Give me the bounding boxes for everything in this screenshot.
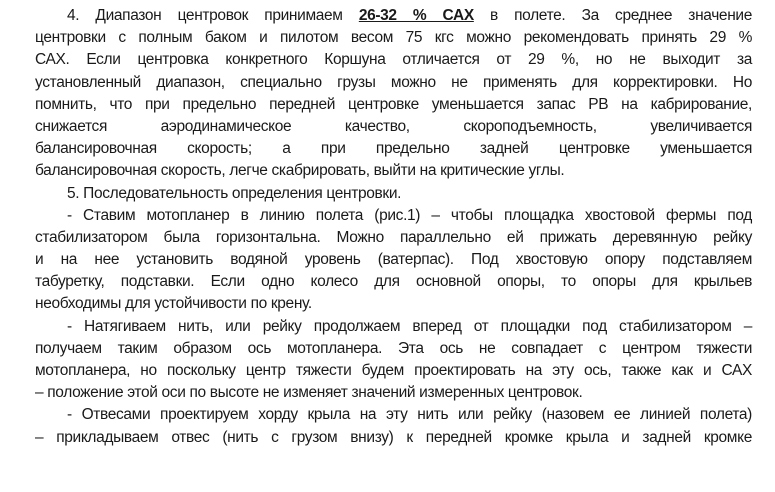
step-3-line: – прикладываем отвес (нить с грузом внизу) к передней кромке крыла и задней кромке (35, 428, 752, 446)
step-2-line: – положение этой оси по высоте не изменяет значений измеренных центровок. (35, 384, 583, 402)
step-1-line: - Ставим мотопланер в линию полета (рис.1) – чтобы площадка хвостовой фермы под (67, 206, 752, 224)
text-line: центровки с полным баком и пилотом весом 75 кгс можно рекомендовать принять 29 % (35, 29, 752, 47)
document-page (35, 5, 752, 449)
step-2-line: мотопланера, но поскольку центр тяжести будем проектировать на эту ось, также как и САХ (35, 362, 752, 379)
text-line: установленный диапазон, специально грузы можно не применять для корректировки. Но (35, 73, 752, 91)
step-2-line: - Натягиваем нить, или рейку продолжаем вперед от площадки под стабилизатором – (67, 317, 752, 335)
centering-range-emphasis: 26-32 % САХ (358, 7, 474, 24)
step-1-line: необходимы для устойчивости по крену. (35, 295, 312, 313)
text-line: балансировочная скорость, легче скабрировать, выйти на критические углы. (35, 162, 565, 180)
paragraph-4-first-line (35, 5, 752, 27)
step-3-line: - Отвесами проектируем хорду крыла на эту нить или рейку (назовем ее линией полета) (67, 406, 752, 424)
text-line: балансировочная скорость; а при предельно задней центровке уменьшается (35, 140, 752, 158)
step-2-line: получаем таким образом ось мотопланера. Эта ось не совпадает с центром тяжести (35, 339, 752, 357)
text-line: снижается аэродинамическое качество, скороподъемность, увеличивается (35, 117, 752, 135)
text: в полете. За среднее значение (473, 7, 752, 24)
step-1-line: табуретку, подставки. Если одно колесо для основной опоры, то опоры для крыльев (35, 273, 752, 291)
section-5-heading: 5. Последовательность определения центровки. (67, 184, 402, 202)
text-line: САХ. Если центровка конкретного Коршуна отличается от 29 %, но не выходит за (35, 51, 752, 69)
step-1-line: стабилизатором была горизонтальна. Можно параллельно ей прижать деревянную рейку (35, 228, 752, 246)
step-1-line: и на нее установить водяной уровень (ватерпас). Под хвостовую опору подставляем (35, 251, 752, 269)
text: 4. Диапазон центровок принимаем (67, 7, 359, 24)
text-line: помнить, что при предельно передней центровке уменьшается запас РВ на кабрирование, (35, 95, 752, 113)
